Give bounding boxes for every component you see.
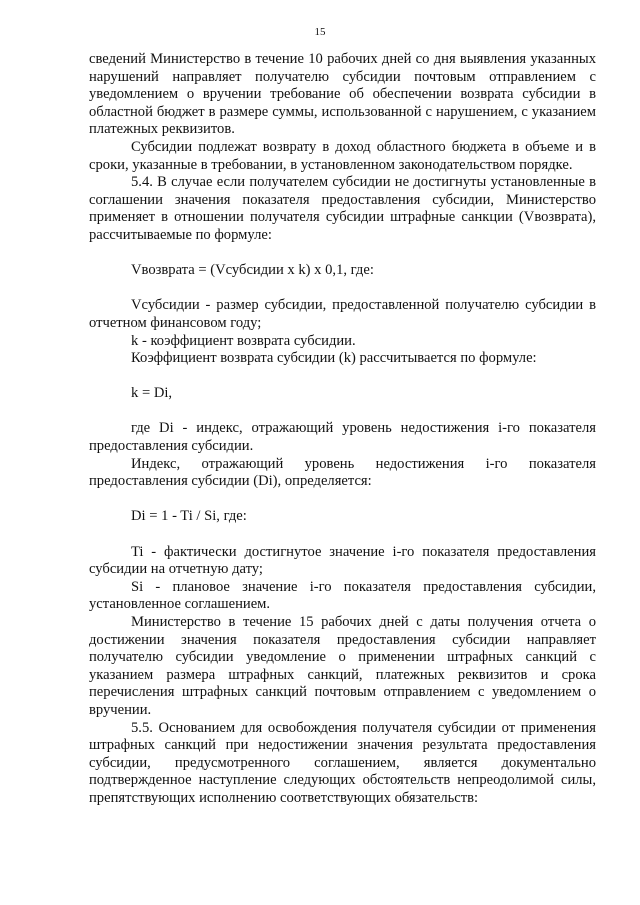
definition-ti: Ti - фактически достигнутое значение i-го показателя предоставления субсидии на отчетную дату; [89,543,596,578]
paragraph-ministry-notice: Министерство в течение 15 рабочих дней с даты получения отчета о достижении значения показателя предоставления субсидии направляет получателю субсидии уведомление о применении штрафных санкций с указанием размера штрафных санкций, платежных реквизитов и срока перечисления штрафных санкций почтовым отправлением с уведомлением о вручении. [89,614,596,718]
paragraph-k-formula-intro: Коэффициент возврата субсидии (k) рассчитывается по формуле: [131,350,537,367]
paragraph-subsidy-return: Субсидии подлежат возврату в доход областного бюджета в объеме и в сроки, указанные в требовании, в установленном законодательством порядке. [89,138,596,173]
definition-k: k - коэффициент возврата субсидии. [131,332,356,349]
definition-di: где Di - индекс, отражающий уровень недостижения i-го показателя предоставления субсидии. [89,420,596,455]
page-number: 15 [314,26,326,38]
definition-si: Si - плановое значение i-го показателя предоставления субсидии, установленное соглашением. [89,578,596,613]
formula-di: Di = 1 - Ti / Si, где: [131,508,247,525]
document-body [89,51,596,808]
paragraph-section-5-4: 5.4. В случае если получателем субсидии не достигнуты установленные в соглашении значения показателя предоставления субсидии, Министерство применяет в отношении получателя субсидии штрафные санкции (Vвозврата), рассчитываемые по формуле: [89,174,596,243]
formula-k: k = Di, [131,385,173,402]
formula-v-return: Vвозврата = (Vсубсидии x k) x 0,1, где: [131,262,374,279]
paragraph-continuation: сведений Министерство в течение 10 рабочих дней со дня выявления указанных нарушений направляет получателю субсидии почтовым отправлением с уведомлением о вручении требование об обеспечении возврата субсидии в областной бюджет в размере суммы, использованной с нарушением, с указанием платежных реквизитов. [89,51,596,138]
paragraph-di-intro: Индекс, отражающий уровень недостижения i-го показателя предоставления субсидии (Di), определяется: [89,455,596,490]
paragraph-section-5-5: 5.5. Основанием для освобождения получателя субсидии от применения штрафных санкций при недостижении значения результата предоставления субсидии, предусмотренного соглашением, является документально подтвержденное наступление следующих обстоятельств непреодолимой силы, препятствующих исполнению соответствующих обязательств: [89,719,596,806]
definition-v-subsidy: Vсубсидии - размер субсидии, предоставленной получателю субсидии в отчетном финансовом году; [89,297,596,331]
